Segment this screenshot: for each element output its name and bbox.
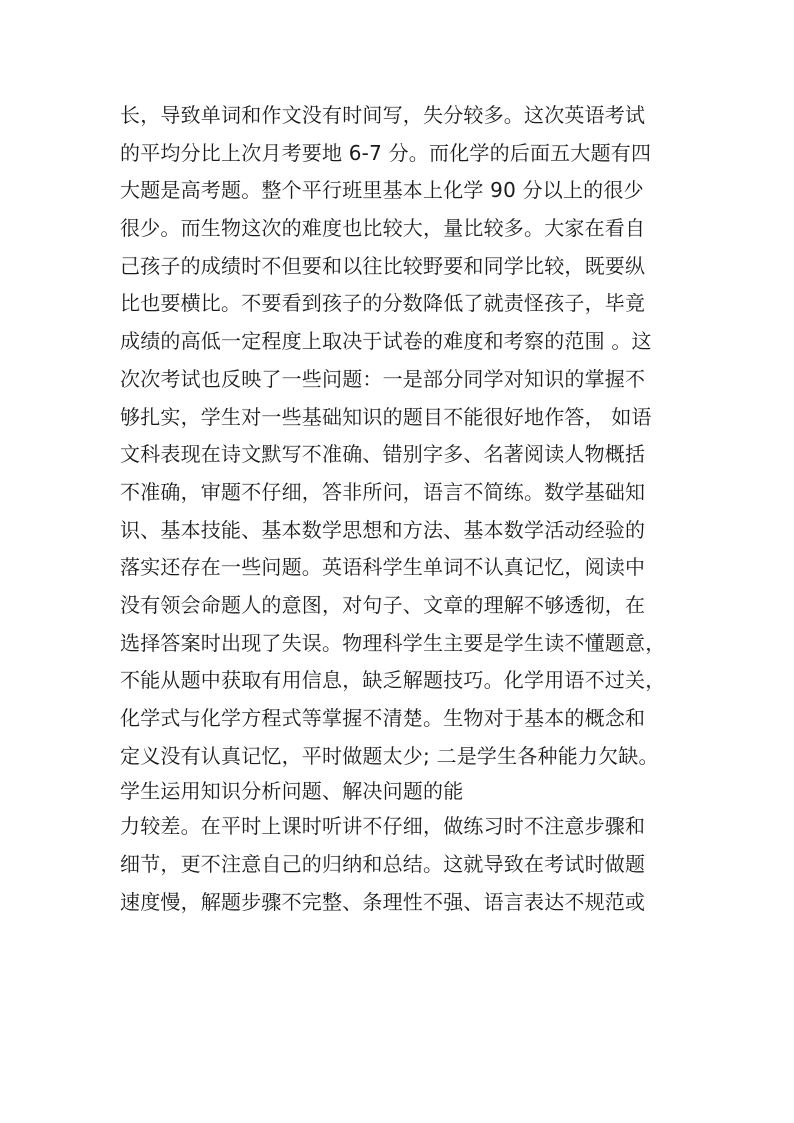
text-line: 文科表现在诗文默写不准确、错别字多、名著阅读人物概括 xyxy=(120,442,646,467)
text-line: 定义没有认真记忆，平时做题太少; 二是学生各种能力欠缺。 xyxy=(120,743,659,768)
text-line: 很少。而生物这次的难度也比较大，量比较多。大家在看自 xyxy=(120,216,646,241)
text-line: 比也要横比。不要看到孩子的分数降低了就责怪孩子，毕竟 xyxy=(120,291,646,316)
text-line: 细节，更不注意自己的归纳和总结。这就导致在考试时做题 xyxy=(120,852,646,877)
text-line: 长，导致单词和作文没有时间写，失分较多。这次英语考试 xyxy=(120,103,646,127)
text-line: 学生运用知识分析问题、解决问题的能 xyxy=(120,779,464,804)
text-line: 不准确，审题不仔细，答非所问，语言不简练。数学基础知 xyxy=(120,479,646,504)
text-line: 选择答案时出现了失误。物理科学生主要是学生读不懂题意， xyxy=(120,630,666,655)
body-text xyxy=(120,97,680,921)
text-line: 识、基本技能、基本数学思想和方法、基本数学活动经验的 xyxy=(120,517,646,542)
text-line: 够扎实，学生对一些基础知识的题目不能很好地作答， 如语 xyxy=(120,404,652,429)
text-line: 力较差。在平时上课时听讲不仔细，做练习时不注意步骤和 xyxy=(120,814,646,839)
text-line: 己孩子的成绩时不但要和以往比较野要和同学比较，既要纵 xyxy=(120,253,646,278)
text-line: 没有领会命题人的意图，对句子、文章的理解不够透彻，在 xyxy=(120,592,646,617)
text-line: 落实还存在一些问题。英语科学生单词不认真记忆，阅读中 xyxy=(120,555,646,580)
text-line: 化学式与化学方程式等掌握不清楚。生物对于基本的概念和 xyxy=(120,706,646,730)
text-line: 不能从题中获取有用信息，缺乏解题技巧。化学用语不过关， xyxy=(120,668,666,693)
text-line: 速度慢，解题步骤不完整、条理性不强、语言表达不规范或 xyxy=(120,889,646,914)
text-line: 成绩的高低一定程度上取决于试卷的难度和考察的范围 。这 xyxy=(120,329,652,354)
text-line: 次次考试也反映了一些问题：一是部分同学对知识的掌握不 xyxy=(120,366,646,391)
text-line: 的平均分比上次月考要地 6-7 分。而化学的后面五大题有四 xyxy=(120,140,652,165)
text-line: 大题是高考题。整个平行班里基本上化学 90 分以上的很少 xyxy=(120,178,644,203)
